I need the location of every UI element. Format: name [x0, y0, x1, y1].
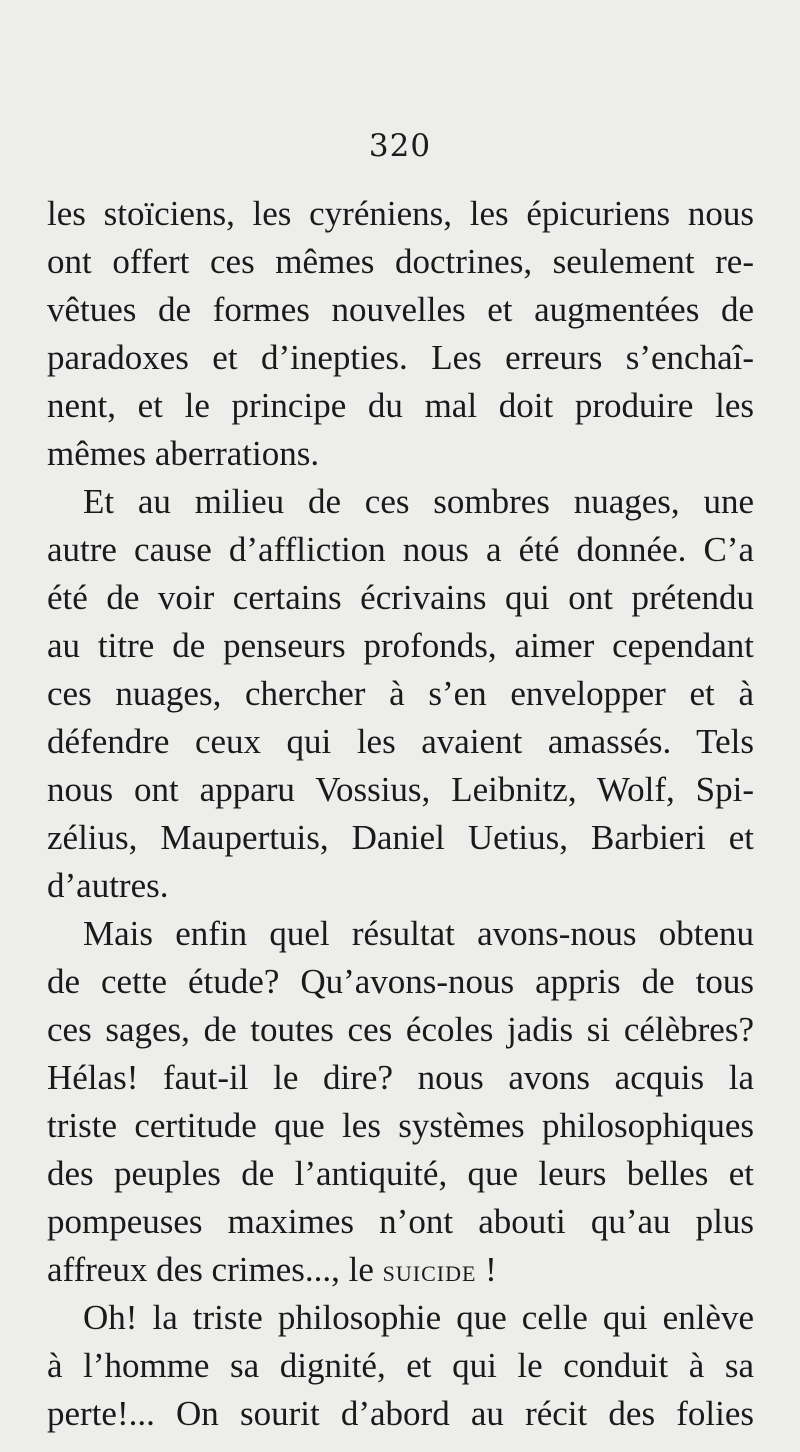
text-line: des peuples de l’antiquité, que leurs belles et	[47, 1154, 754, 1193]
text-line: vêtues de formes nouvelles et augmentées de	[47, 290, 754, 329]
text-line: au titre de penseurs profonds, aimer cependant	[47, 626, 754, 665]
text-line: perte!... On sourit d’abord au récit des folies	[47, 1394, 754, 1433]
page-body-text	[47, 190, 754, 1438]
text-line: Oh! la triste philosophie que celle qui enlève	[83, 1298, 754, 1337]
text-line: ces sages, de toutes ces écoles jadis si célèbres?	[47, 1010, 754, 1049]
text-line: Mais enfin quel résultat avons-nous obtenu	[83, 914, 754, 953]
text-line-segment: affreux des crimes..., le	[47, 1250, 374, 1289]
text-line: d’autres.	[47, 866, 169, 905]
small-caps-word: SUICIDE	[382, 1261, 477, 1286]
text-line: à l’homme sa dignité, et qui le conduit à sa	[47, 1346, 754, 1385]
text-line: autre cause d’affliction nous a été donnée. C’a	[47, 530, 754, 569]
text-line: paradoxes et d’inepties. Les erreurs s’enchaî-	[47, 338, 754, 377]
text-line: les stoïciens, les cyréniens, les épicuriens nous	[47, 194, 754, 233]
text-line: ces nuages, chercher à s’en envelopper et à	[47, 674, 754, 713]
text-line: défendre ceux qui les avaient amassés. Tels	[47, 722, 754, 761]
text-line: nous ont apparu Vossius, Leibnitz, Wolf, Spi-	[47, 770, 754, 809]
text-line	[47, 1246, 754, 1294]
text-line: Hélas! faut-il le dire? nous avons acquis la	[47, 1058, 754, 1097]
text-line: été de voir certains écrivains qui ont prétendu	[47, 578, 754, 617]
text-line: de cette étude? Qu’avons-nous appris de tous	[47, 962, 754, 1001]
text-line-segment: !	[476, 1250, 497, 1289]
text-line: Et au milieu de ces sombres nuages, une	[83, 482, 754, 521]
page-number: 320	[368, 128, 432, 164]
text-line: ont offert ces mêmes doctrines, seulement re-	[47, 242, 754, 281]
text-line: nent, et le principe du mal doit produire les	[47, 386, 754, 425]
text-line: zélius, Maupertuis, Daniel Uetius, Barbieri et	[47, 818, 754, 857]
text-line: triste certitude que les systèmes philosophiques	[47, 1106, 754, 1145]
text-line: mêmes aberrations.	[47, 434, 320, 473]
text-line: pompeuses maximes n’ont abouti qu’au plus	[47, 1202, 754, 1241]
